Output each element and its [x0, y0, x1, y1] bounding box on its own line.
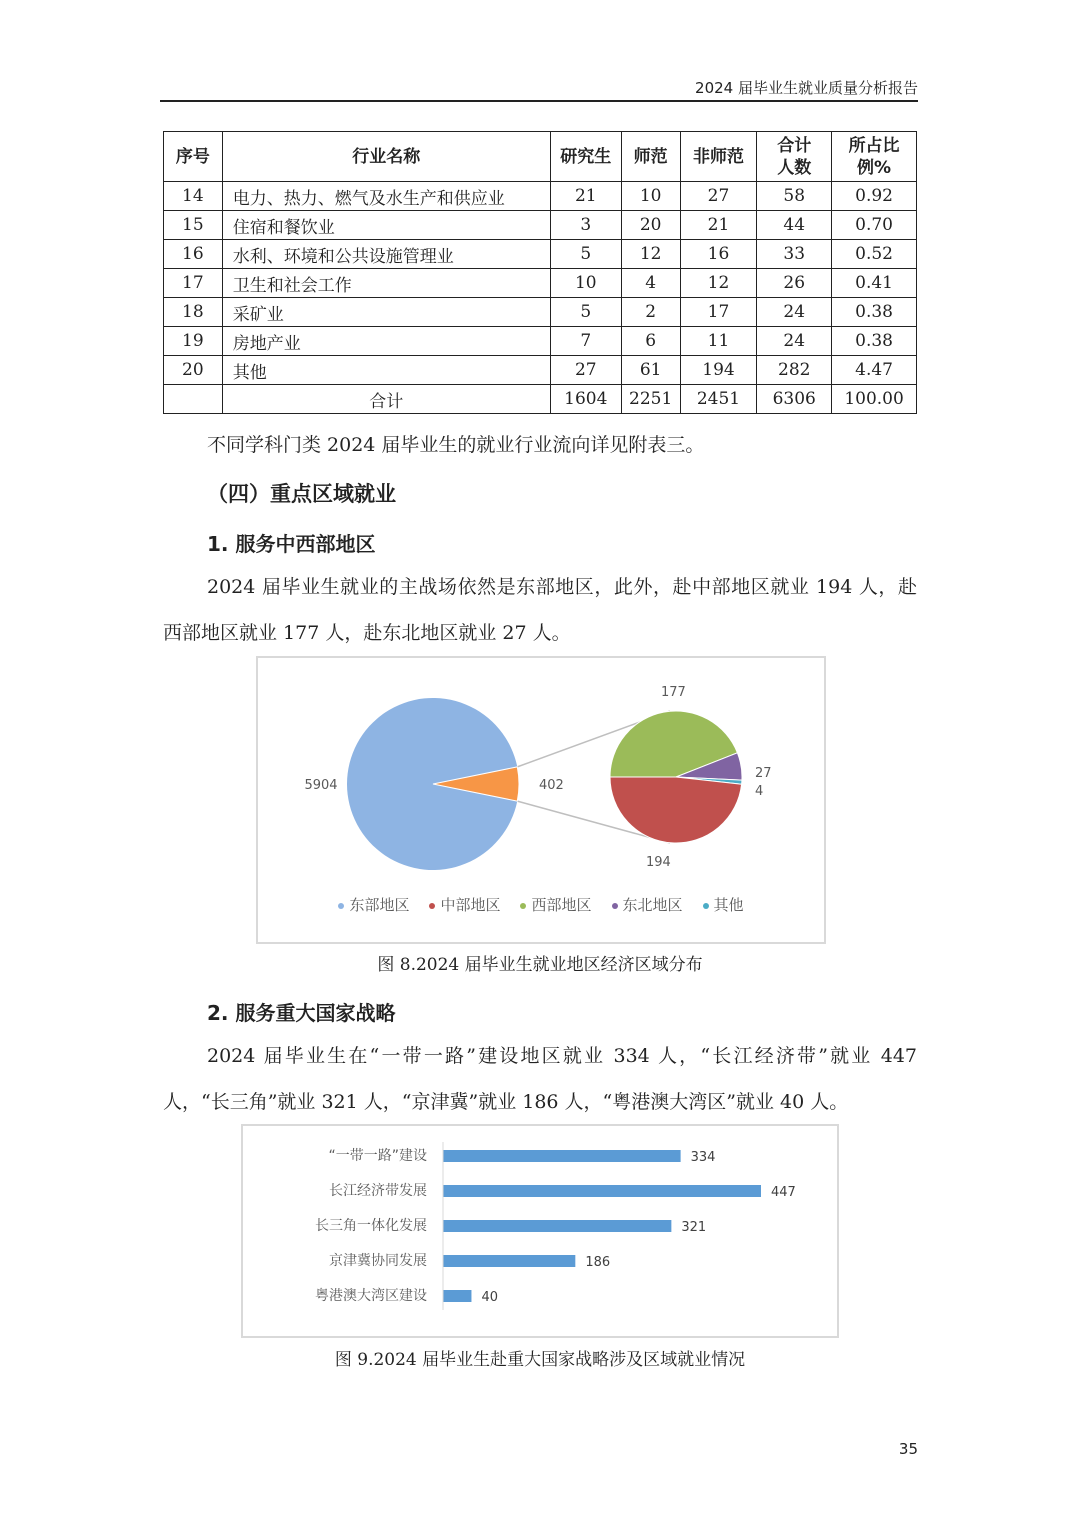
table-cell: 27 [550, 356, 621, 385]
industry-table [163, 131, 917, 414]
legend-label: 其他 [713, 896, 744, 914]
table-cell: 0.38 [832, 298, 917, 327]
col-header-non-normal: 非师范 [680, 132, 757, 182]
table-cell: 58 [757, 182, 832, 211]
table-cell: 15 [164, 211, 223, 240]
paragraph-strategy: 2024 届毕业生在“一带一路”建设地区就业 334 人，“长江经济带”就业 447 人，“长三角”就业 321 人，“京津冀”就业 186 人，“粤港澳大湾区”就业 40 人。 [163, 1045, 917, 1113]
table-row [164, 269, 917, 298]
bar-1 [443, 1185, 761, 1197]
pie-label-sub-2: 27 [755, 766, 772, 781]
table-cell: 26 [757, 269, 832, 298]
legend-marker [703, 903, 709, 909]
table-cell: 2451 [680, 385, 757, 414]
paragraph-appendix: 不同学科门类 2024 届毕业生的就业行业流向详见附表三。 [207, 434, 705, 456]
table-cell: 4.47 [832, 356, 917, 385]
bar-category-label: “一带一路”建设 [328, 1148, 427, 1164]
table-row [164, 211, 917, 240]
pie-legend [258, 894, 824, 915]
table-cell: 2 [621, 298, 680, 327]
bar-3 [443, 1255, 575, 1267]
table-cell: 10 [621, 182, 680, 211]
table-cell: 17 [680, 298, 757, 327]
bar-value-label: 321 [681, 1220, 707, 1235]
legend-marker [429, 903, 435, 909]
table-cell: 33 [757, 240, 832, 269]
table-cell: 17 [164, 269, 223, 298]
table-cell: 其他 [222, 356, 550, 385]
table-cell: 0.41 [832, 269, 917, 298]
table-cell: 6306 [757, 385, 832, 414]
bar-category-label: 长江经济带发展 [329, 1183, 427, 1199]
legend-marker [338, 903, 344, 909]
pie-label-main-1: 402 [539, 778, 564, 793]
section-heading: （四）重点区域就业 [207, 482, 396, 506]
table-cell: 5 [550, 298, 621, 327]
legend-label: 东北地区 [622, 896, 683, 914]
legend-item [520, 894, 591, 915]
table-cell: 房地产业 [222, 327, 550, 356]
table-cell: 16 [164, 240, 223, 269]
table-cell: 水利、环境和公共设施管理业 [222, 240, 550, 269]
table-cell: 18 [164, 298, 223, 327]
table-cell: 24 [757, 298, 832, 327]
bar-category-label: 粤港澳大湾区建设 [315, 1288, 427, 1304]
table-row [164, 356, 917, 385]
table-cell: 100.00 [832, 385, 917, 414]
table-cell: 4 [621, 269, 680, 298]
table-cell: 14 [164, 182, 223, 211]
col-header-index: 序号 [164, 132, 223, 182]
col-header-ratio: 所占比例% [832, 132, 917, 182]
table-cell: 合计 [222, 385, 550, 414]
legend-item [612, 894, 683, 915]
page-number: 35 [898, 1440, 918, 1458]
table-row [164, 298, 917, 327]
pie-label-sub-3: 4 [755, 784, 764, 799]
col-header-total: 合计人数 [757, 132, 832, 182]
pie-label-sub-0: 177 [661, 685, 686, 700]
bar-value-label: 186 [585, 1255, 611, 1270]
table-row [164, 182, 917, 211]
table-cell: 0.52 [832, 240, 917, 269]
pie-label-sub-1: 194 [646, 855, 671, 870]
table-cell: 24 [757, 327, 832, 356]
table-row [164, 327, 917, 356]
table-cell: 电力、热力、燃气及水生产和供应业 [222, 182, 550, 211]
pie-label-main-0: 5904 [304, 778, 338, 793]
region-pie-chart [256, 656, 826, 944]
bar-2 [443, 1220, 671, 1232]
bar-4 [443, 1290, 471, 1302]
table-cell: 194 [680, 356, 757, 385]
bar-0 [443, 1150, 681, 1162]
table-cell: 0.70 [832, 211, 917, 240]
table-cell: 卫生和社会工作 [222, 269, 550, 298]
table-cell: 1604 [550, 385, 621, 414]
bar-value-label: 447 [771, 1185, 796, 1200]
figure-9-caption: 图 9.2024 届毕业生赴重大国家战略涉及区域就业情况 [334, 1350, 746, 1370]
page-header [160, 76, 918, 102]
pie-chart-svg [258, 658, 824, 888]
subheading-national-strategy: 2. 服务重大国家战略 [207, 1001, 396, 1025]
table-cell: 20 [621, 211, 680, 240]
table-header-row [164, 132, 917, 182]
legend-marker [612, 903, 618, 909]
col-header-normal: 师范 [621, 132, 680, 182]
table-cell: 282 [757, 356, 832, 385]
table-cell: 61 [621, 356, 680, 385]
pie-slice-sub-1 [610, 777, 742, 843]
bar-category-label: 长三角一体化发展 [315, 1218, 427, 1234]
table-total-row [164, 385, 917, 414]
table-cell: 7 [550, 327, 621, 356]
table-cell: 5 [550, 240, 621, 269]
bar-chart-svg [243, 1126, 837, 1336]
figure-8-caption: 图 8.2024 届毕业生就业地区经济区域分布 [377, 955, 703, 975]
table-cell: 12 [621, 240, 680, 269]
table-cell: 21 [680, 211, 757, 240]
table-cell: 19 [164, 327, 223, 356]
table-cell: 住宿和餐饮业 [222, 211, 550, 240]
col-header-industry: 行业名称 [222, 132, 550, 182]
table-cell: 27 [680, 182, 757, 211]
bar-value-label: 40 [481, 1290, 499, 1305]
table-cell: 20 [164, 356, 223, 385]
table-cell: 44 [757, 211, 832, 240]
table-cell: 12 [680, 269, 757, 298]
table-cell: 0.38 [832, 327, 917, 356]
legend-item [703, 894, 744, 915]
table-cell: 16 [680, 240, 757, 269]
strategy-bar-chart [241, 1124, 839, 1338]
bar-value-label: 334 [690, 1150, 716, 1165]
subheading-central-west: 1. 服务中西部地区 [207, 532, 376, 556]
legend-item [338, 894, 409, 915]
table-cell [164, 385, 223, 414]
table-cell: 10 [550, 269, 621, 298]
legend-label: 中部地区 [440, 896, 501, 914]
table-cell: 0.92 [832, 182, 917, 211]
bar-category-label: 京津冀协同发展 [329, 1253, 427, 1269]
legend-label: 西部地区 [531, 896, 592, 914]
table-row [164, 240, 917, 269]
table-cell: 21 [550, 182, 621, 211]
legend-label: 东部地区 [349, 896, 410, 914]
header-title: 2024 届毕业生就业质量分析报告 [695, 79, 918, 97]
legend-item [429, 894, 500, 915]
table-cell: 采矿业 [222, 298, 550, 327]
table-cell: 6 [621, 327, 680, 356]
legend-marker [520, 903, 526, 909]
table-cell: 3 [550, 211, 621, 240]
col-header-graduate: 研究生 [550, 132, 621, 182]
paragraph-region: 2024 届毕业生就业的主战场依然是东部地区，此外，赴中部地区就业 194 人，赴西部地区就业 177 人，赴东北地区就业 27 人。 [163, 576, 917, 644]
table-cell: 2251 [621, 385, 680, 414]
table-cell: 11 [680, 327, 757, 356]
